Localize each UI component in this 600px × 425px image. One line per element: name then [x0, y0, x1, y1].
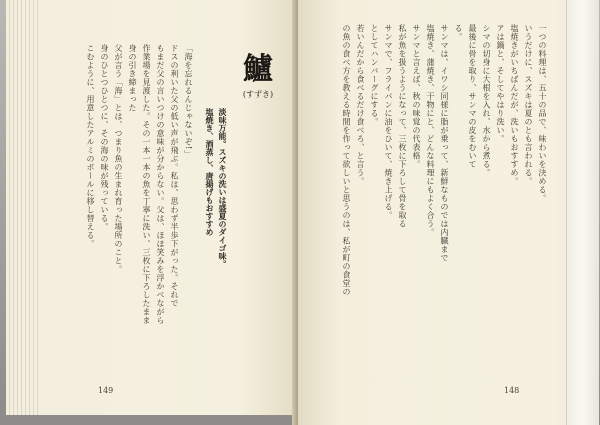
text-column: 一つの料理は、五十の品で、味わいを決める。	[538, 24, 547, 203]
text-column: 私が魚を扱うようになって、三枚に下ろして骨を取る	[398, 24, 407, 228]
text-column: 塩焼き、蒲焼き、干物にと、どんな料理にもよく合う。	[426, 24, 435, 237]
text-column: サンマは、イワシ同様に脂が乗って、新鮮なものでは内臓まで	[440, 24, 449, 262]
page-number: 149	[98, 386, 114, 395]
text-column: 父が言う「海」とは、つまり魚の生まれ育った場所のこと。	[114, 44, 123, 274]
page-number: 148	[504, 386, 520, 395]
open-book	[6, 0, 598, 425]
right-page	[298, 0, 598, 425]
text-column: としてハンバーグにする。	[370, 24, 379, 126]
text-column: 「海を忘れるんじゃないぞ!」	[184, 44, 193, 159]
text-column: こむように、用意したアルミのボールに移し替える。	[86, 44, 95, 248]
text-column: サンマで、フライパンに油をひいて、焼き上げる。	[384, 24, 393, 220]
text-column: もまだ父の言いつけの意味が分からない。父は、ほほ笑みを浮かべながら	[156, 44, 165, 325]
text-column: 最後に骨を取り、サンマの皮をむいて	[468, 24, 477, 169]
title-note: 塩焼き、酒蒸し、唐揚げもおすすめ	[205, 108, 215, 236]
text-column: 塩焼きがいちばんだが、洗いもおすすめ。	[510, 24, 519, 186]
text-column: シマの切身に大根を入れ、水から煮る。	[482, 24, 491, 177]
title-note: 淡味万能。スズキの洗いは盛夏のダイゴ味。	[218, 108, 228, 268]
book-cover-edge	[566, 0, 599, 425]
text-column: 身の引き締まった	[128, 44, 137, 112]
text-column: の魚の食べ方を教える時間を作って欲しいと思うのは、私が町の食堂の	[342, 24, 351, 296]
page-edges	[6, 0, 38, 415]
text-column: サンマと言えば、秋の味覚の代表格。	[412, 24, 421, 169]
essay-title-reading: (すずき)	[242, 90, 274, 99]
text-column: る。	[454, 24, 463, 41]
essay-title: 鱸	[243, 52, 273, 87]
text-column: いうだけに、スズキは夏のとも言われる。	[524, 24, 533, 186]
text-column: 作業場を見渡した。その一本一本の魚を丁寧に洗い、三枚に下ろしたまま	[142, 44, 151, 325]
left-page	[6, 0, 297, 415]
text-column: 若いんだから食べるだけ食べろ、と言う。	[356, 24, 365, 186]
text-column: アは鍋と、そしてやはり洗い。	[496, 24, 505, 143]
text-column: ドスの利いた父の低い声が飛ぶ。私は、思わず半歩下がった。それで	[170, 44, 179, 308]
text-column: 身のひとつひとつに、その海の味が残っている。	[100, 44, 109, 231]
